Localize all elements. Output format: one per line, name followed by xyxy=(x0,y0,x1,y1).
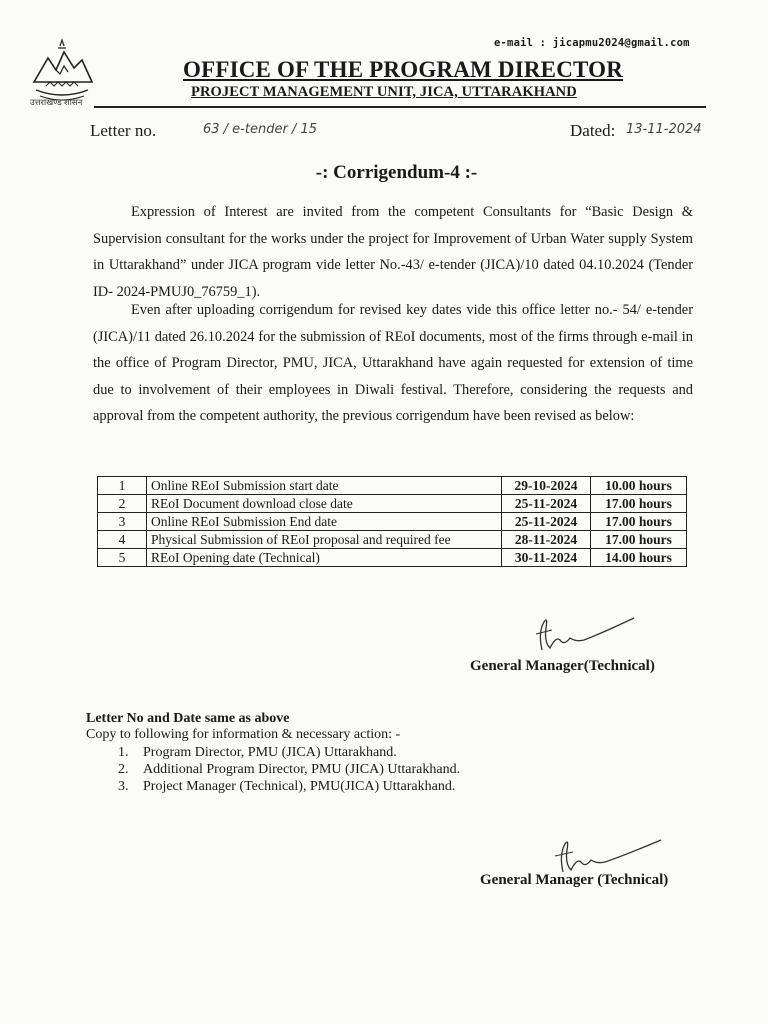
paragraph-1 xyxy=(93,199,693,305)
office-title: OFFICE OF THE PROGRAM DIRECTOR xyxy=(183,57,624,82)
row-number: 3 xyxy=(98,513,147,531)
row-date: 29-10-2024 xyxy=(502,477,591,495)
corrigendum-heading: -: Corrigendum-4 :- xyxy=(315,162,478,183)
row-number: 5 xyxy=(98,549,147,567)
row-activity: Online REoI Submission End date xyxy=(147,513,502,531)
list-item xyxy=(118,761,460,778)
row-number: 1 xyxy=(98,477,147,495)
paragraph-1-text: Expression of Interest are invited from the competent Consultants for “Basic Design & Supervision consultant for the works under the project for Improvement of Urban Water supply System in Uttarakhand” under JICA program vide letter No.-43/ e-tender (JICA)/10 dated 04.10.2024 (Tender ID- 2024-PMUJ0_76759_1). xyxy=(93,204,693,300)
contact-email: e-mail : jicapmu2024@gmail.com xyxy=(494,37,690,49)
list-item-number: 1. xyxy=(118,745,129,760)
row-date: 30-11-2024 xyxy=(502,549,591,567)
table-row xyxy=(98,531,687,549)
row-time: 17.00 hours xyxy=(591,531,687,549)
copy-list xyxy=(118,744,460,795)
list-item-text: Program Director, PMU (JICA) Uttarakhand. xyxy=(143,745,397,760)
row-number: 2 xyxy=(98,495,147,513)
signatory-2-title: General Manager (Technical) xyxy=(480,872,669,888)
list-item-text: Project Manager (Technical), PMU(JICA) Uttarakhand. xyxy=(143,779,456,794)
row-number: 4 xyxy=(98,531,147,549)
row-time: 14.00 hours xyxy=(591,549,687,567)
paragraph-2-text: Even after uploading corrigendum for revised key dates vide this office letter no.- 54/ e-tender (JICA)/11 dated 26.10.2024 for the submission of REoI documents, most of the firms through e-mail in the office of Program Director, PMU, JICA, Uttarakhand have again requested for extension of time due to involvement of their employees in Diwali festival. Therefore, considering the requests and approval from the competent authority, the previous corrigendum have been revised as below: xyxy=(93,302,693,424)
table-row xyxy=(98,495,687,513)
row-time: 17.00 hours xyxy=(591,513,687,531)
list-item-number: 3. xyxy=(118,779,129,794)
list-item xyxy=(118,778,460,795)
row-date: 25-11-2024 xyxy=(502,513,591,531)
row-activity: Online REoI Submission start date xyxy=(147,477,502,495)
row-activity: REoI Document download close date xyxy=(147,495,502,513)
table-row xyxy=(98,513,687,531)
row-time: 10.00 hours xyxy=(591,477,687,495)
row-time: 17.00 hours xyxy=(591,495,687,513)
signatory-1-title: General Manager(Technical) xyxy=(470,658,655,674)
row-date: 28-11-2024 xyxy=(502,531,591,549)
schedule-table xyxy=(97,476,687,567)
header-divider xyxy=(94,106,706,108)
dated-label: Dated: xyxy=(570,121,616,140)
row-date: 25-11-2024 xyxy=(502,495,591,513)
letter-no-label: Letter no. xyxy=(90,121,157,140)
letter-no-value: 63 / e-tender / 15 xyxy=(203,122,317,137)
table-row xyxy=(98,549,687,567)
row-activity: REoI Opening date (Technical) xyxy=(147,549,502,567)
list-item-number: 2. xyxy=(118,762,129,777)
table-row xyxy=(98,477,687,495)
list-item xyxy=(118,744,460,761)
copy-heading: Letter No and Date same as above xyxy=(86,711,290,726)
copy-intro: Copy to following for information & necessary action: - xyxy=(86,727,401,742)
row-activity: Physical Submission of REoI proposal and required fee xyxy=(147,531,502,549)
paragraph-2 xyxy=(93,297,693,430)
list-item-text: Additional Program Director, PMU (JICA) Uttarakhand. xyxy=(143,762,461,777)
signature-1 xyxy=(530,612,640,662)
dated-value: 13-11-2024 xyxy=(626,122,702,137)
unit-title: PROJECT MANAGEMENT UNIT, JICA, UTTARAKHAND xyxy=(191,84,577,100)
logo-caption: उत्तराखण्ड शासन xyxy=(30,97,83,107)
